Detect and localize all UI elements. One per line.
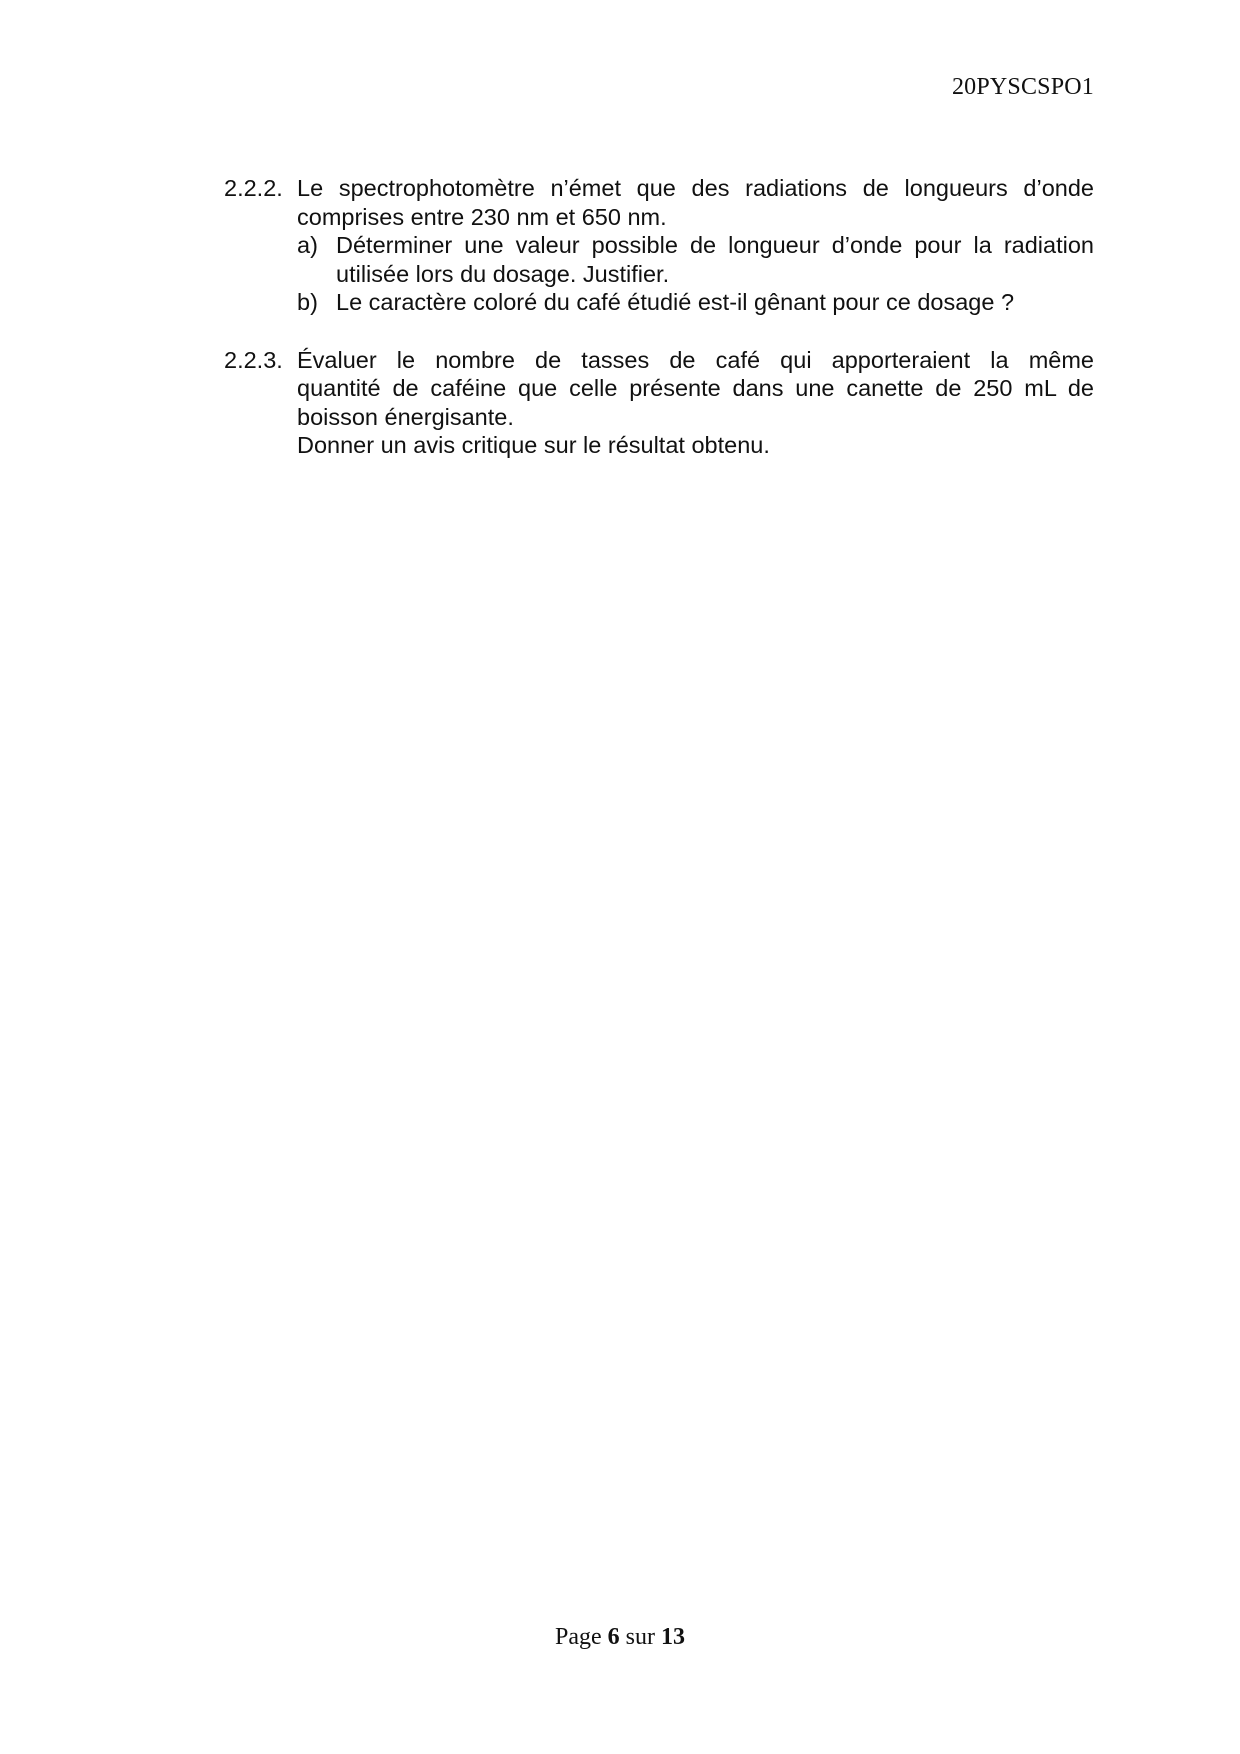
question-2-2-2 bbox=[224, 174, 1094, 317]
page-footer bbox=[0, 1624, 1240, 1651]
total-page-count: 13 bbox=[661, 1624, 685, 1650]
subitem-label: b) bbox=[297, 289, 318, 315]
question-2-2-3 bbox=[224, 346, 1094, 460]
question-text-line: comprises entre 230 nm et 650 nm. bbox=[297, 203, 667, 230]
question-text-line: boisson énergisante. bbox=[297, 403, 514, 430]
subitem-b bbox=[297, 288, 1094, 317]
question-text-line: Le spectrophotomètre n’émet que des radiations de longueurs d’onde bbox=[297, 175, 1094, 201]
question-text-line: quantité de caféine que celle présente dans une canette de 250 mL de bbox=[297, 375, 1094, 401]
subitem-text-line: Le caractère coloré du café étudié est-il gênant pour ce dosage ? bbox=[336, 289, 1015, 315]
question-text-line: Évaluer le nombre de tasses de café qui apporteraient la même bbox=[297, 346, 1094, 373]
subitem-a bbox=[297, 231, 1094, 288]
question-text-line: Donner un avis critique sur le résultat obtenu. bbox=[297, 432, 770, 458]
question-number: 2.2.2. bbox=[224, 175, 283, 201]
document-body bbox=[224, 174, 1094, 460]
of-word: sur bbox=[625, 1624, 655, 1650]
subitem-text-line: utilisée lors du dosage. Justifier. bbox=[336, 260, 670, 287]
subitem-label: a) bbox=[297, 232, 318, 258]
current-page-number: 6 bbox=[607, 1624, 620, 1650]
subitem-text-line: Déterminer une valeur possible de longueur d’onde pour la radiation bbox=[336, 232, 1094, 258]
question-number: 2.2.3. bbox=[224, 346, 283, 373]
document-code: 20PYSCSPO1 bbox=[951, 74, 1094, 100]
page-word: Page bbox=[555, 1624, 602, 1650]
